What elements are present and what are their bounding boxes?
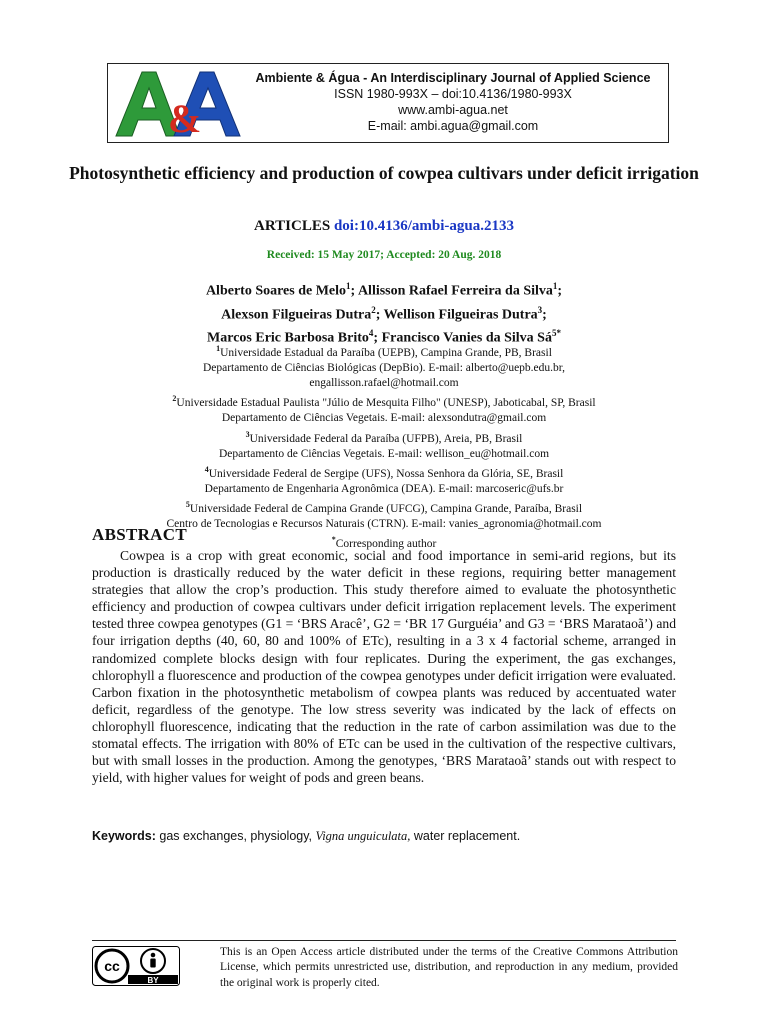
received-accepted-dates: Received: 15 May 2017; Accepted: 20 Aug. 2018 <box>266 249 502 261</box>
journal-name: Ambiente & Água - An Interdisciplinary Journal of Applied Science <box>255 71 651 85</box>
affiliation-mark: 1 <box>216 344 221 353</box>
paper-title: Photosynthetic efficiency and production of cowpea cultivars under deficit irrigation <box>69 163 699 183</box>
author-name: Marcos Eric Barbosa Brito <box>207 330 369 346</box>
author-separator: ; <box>375 307 384 323</box>
logo-ampersand: & <box>168 96 202 140</box>
open-access-license-notice: This is an Open Access article distributed under the terms of the Creative Commons Attribution License, which permits unrestricted use, distribution, and reproduction in any medium, provided the original work is properly cited. <box>220 946 678 989</box>
author-affiliation-mark: 3 <box>537 304 543 315</box>
journal-issn: ISSN 1980-993X – doi:10.4136/1980-993X <box>334 87 572 101</box>
affiliation-mark: 5 <box>185 500 190 510</box>
affiliation-mark: 2 <box>172 394 177 404</box>
affiliation-text: Universidade Federal de Sergipe (UFS), Nossa Senhora da Glória, SE, Brasil <box>208 467 564 480</box>
journal-header <box>107 63 669 143</box>
footer-divider <box>92 940 676 941</box>
article-type-line <box>60 218 708 235</box>
journal-email[interactable]: E-mail: ambi.agua@gmail.com <box>367 119 539 133</box>
affiliation-line: engallisson.rafael@hotmail.com <box>309 377 459 390</box>
author-affiliation-mark: 1 <box>552 281 558 291</box>
author-name: Alberto Soares de Melo <box>205 283 347 299</box>
author-name: Allisson Rafael Ferreira da Silva <box>357 283 553 299</box>
author-name: Francisco Vanies da Silva Sá <box>381 330 552 346</box>
by-label: BY <box>147 976 159 985</box>
cc-icon-label: cc <box>104 958 120 974</box>
cc-by-license-badge[interactable] <box>92 946 180 986</box>
keywords-text: gas exchanges, physiology, <box>155 829 316 843</box>
affiliation-line <box>60 391 708 411</box>
keywords-label: Keywords: <box>92 829 156 843</box>
abstract-body: Cowpea is a crop with great economic, social and food importance in semi-arid regions, but its production is drastically reduced by the water deficit in these regions, requiring better management strategies that allow the crop’s production. This study therefore aimed to evaluate the photosynthetic efficiency and production of cowpea cultivars under deficit irrigation replacement levels. The experiment tested three cowpea genotypes (G1 = ‘BRS Aracê’, G2 = ‘BR 17 Gurguéia’ and G3 = ‘BRS Marataoã’) and four irrigation depths (40, 60, 80 and 100% of ETc), resulting in a 3 x 4 factorial scheme, arranged in randomized complete blocks design with four replicates. During the experiment, the gas exchanges, chlorophyll a fluorescence and production of the cowpea genotypes under deficit irrigation were evaluated. Carbon fixation in the photosynthetic metabolism of cowpea plants was reduced by accentuated water deficit, regardless of the genotype. The low stress severity was indicated by the lack of effects on chlorophyll fluorescence, indicating that the reduction in the rate of carbon assimilation was due to the stomatal effects. The irrigation with 80% of ETc can be used in the cultivation of the respective cultivars, but with small losses in the production. Among the genotypes, ‘BRS Marataoã’ stands out with respect to yield, with higher values for weight of pods and green beans. <box>92 548 676 786</box>
journal-logo <box>112 66 244 140</box>
keywords-line <box>92 829 676 844</box>
affiliation-list <box>60 341 708 552</box>
affiliation-line <box>60 427 708 447</box>
article-doi-link[interactable]: doi:10.4136/ambi-agua.2133 <box>333 218 514 234</box>
affiliation-line: Departamento de Ciências Biológicas (DepBio). E-mail: alberto@uepb.edu.br, <box>202 362 566 375</box>
keywords-text-end: water replacement. <box>410 829 521 843</box>
author-affiliation-mark: 5* <box>551 328 561 339</box>
author-affiliation-mark: 1 <box>346 281 351 291</box>
corresponding-mark: * <box>331 535 336 545</box>
affiliation-line <box>60 462 708 482</box>
affiliation-line <box>60 497 708 517</box>
author-affiliation-mark: 4 <box>368 328 374 339</box>
affiliation-line: Departamento de Engenharia Agronômica (DEA). E-mail: marcoseric@ufs.br <box>204 482 564 495</box>
author-name: Wellison Filgueiras Dutra <box>383 307 538 323</box>
journal-info <box>248 70 658 134</box>
corresponding-text: Corresponding author <box>335 538 437 551</box>
author-line <box>60 301 708 325</box>
affiliation-mark: 4 <box>204 464 209 474</box>
journal-website[interactable]: www.ambi-agua.net <box>398 103 508 117</box>
author-separator: ; <box>350 283 358 299</box>
author-name: Alexson Filgueiras Dutra <box>221 307 372 323</box>
author-list <box>60 277 708 348</box>
affiliation-line: Centro de Tecnologias e Recursos Naturais (CTRN). E-mail: vanies_agronomia@hotmail.com <box>166 518 602 531</box>
abstract-heading: ABSTRACT <box>92 525 187 544</box>
affiliation-text: Universidade Estadual da Paraíba (UEPB), Campina Grande, PB, Brasil <box>220 346 552 359</box>
author-separator: ; <box>373 330 382 346</box>
affiliation-mark: 3 <box>245 429 250 439</box>
affiliation-text: Universidade Federal de Campina Grande (UFCG), Campina Grande, Paraíba, Brasil <box>189 502 583 515</box>
author-line <box>60 277 708 301</box>
affiliation-text: Universidade Federal da Paraíba (UFPB), Areia, PB, Brasil <box>249 432 523 445</box>
author-affiliation-mark: 2 <box>371 304 376 315</box>
keywords-species: Vigna unguiculata, <box>315 829 411 843</box>
article-type-label: ARTICLES <box>254 218 331 234</box>
affiliation-line: Departamento de Ciências Vegetais. E-mail: alexsondutra@gmail.com <box>221 412 547 425</box>
affiliation-text: Universidade Estadual Paulista "Júlio de Mesquita Filho" (UNESP), Jaboticabal, SP, Brasil <box>176 397 596 410</box>
affiliation-line: Departamento de Ciências Vegetais. E-mail: wellison_eu@hotmail.com <box>218 447 550 460</box>
author-separator: ; <box>542 307 547 323</box>
author-separator: ; <box>557 283 563 299</box>
affiliation-line <box>60 341 708 361</box>
